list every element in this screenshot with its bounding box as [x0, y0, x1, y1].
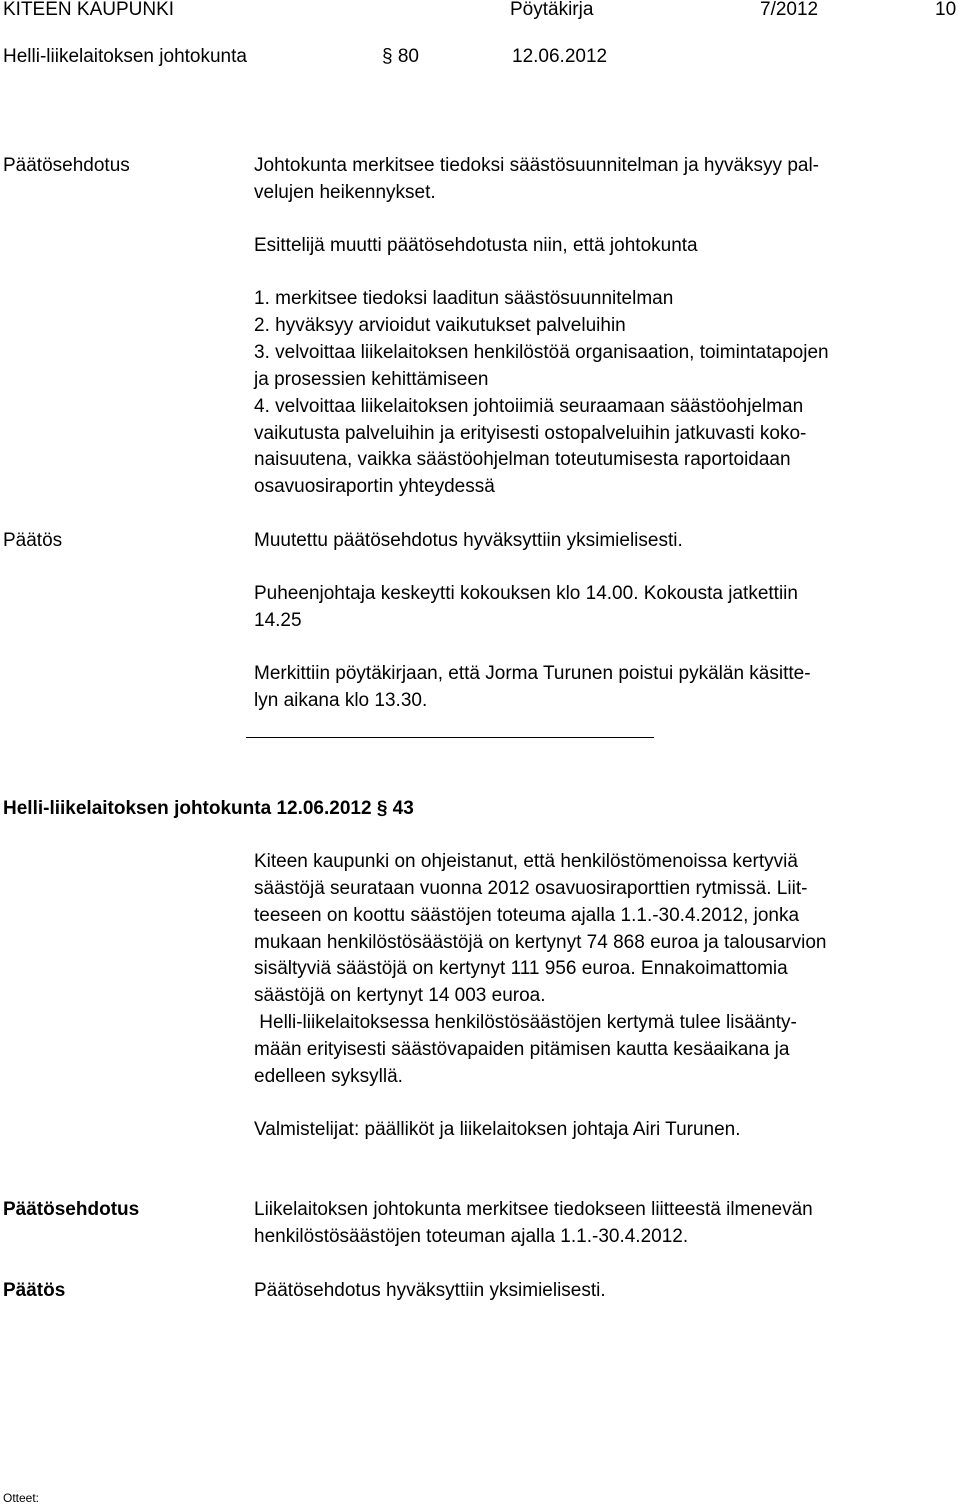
decision-item-4: 4. velvoittaa liikelaitoksen johtoiimiä seuraamaan säästöohjelman	[254, 396, 804, 417]
body-line-6: säästöjä on kertynyt 14 003 euroa.	[254, 985, 546, 1006]
extracts-label: Otteet:	[3, 1491, 40, 1505]
decision-item-4-cont-1: vaikutusta palveluihin ja erityisesti ostopalveluihin jatkuvasti koko-	[254, 423, 807, 444]
decision-item-2: 2. hyväksyy arvioidut vaikutukset palveluihin	[254, 315, 626, 336]
body-line-5: sisältyviä säästöjä on kertynyt 111 956 euroa. Ennakoimattomia	[254, 958, 788, 979]
decision-text-2: Päätösehdotus hyväksyttiin yksimielisesti.	[254, 1280, 606, 1301]
section-heading: Helli-liikelaitoksen johtokunta 12.06.2012 § 43	[3, 798, 414, 819]
body-line-9: edelleen syksyllä.	[254, 1066, 403, 1087]
proposal-label: Päätösehdotus	[3, 155, 130, 176]
section-number: § 80	[382, 46, 419, 67]
section-heading-text: Helli-liikelaitoksen johtokunta 12.06.2012	[3, 798, 377, 819]
decision-item-4-cont-3: osavuosiraportin yhteydessä	[254, 476, 495, 497]
decision-item-3-cont: ja prosessien kehittämiseen	[254, 369, 489, 390]
body-line-4: mukaan henkilöstösäästöjä on kertynyt 74 868 euroa ja talousarvion	[254, 932, 827, 953]
decision-label: Päätös	[3, 530, 63, 551]
decision-text: Muutettu päätösehdotus hyväksyttiin yksimielisesti.	[254, 530, 683, 551]
pause-line-2: 14.25	[254, 610, 302, 631]
proposal-2-line-2: henkilöstösäästöjen toteuman ajalla 1.1.-30.4.2012.	[254, 1226, 689, 1247]
presenter-intro: Esittelijä muutti päätösehdotusta niin, että johtokunta	[254, 235, 698, 256]
decision-item-3: 3. velvoittaa liikelaitoksen henkilöstöä organisaation, toimintatapojen	[254, 342, 829, 363]
meeting-date: 12.06.2012	[512, 46, 608, 67]
body-line-8: mään erityisesti säästövapaiden pitämisen kautta kesäaikana ja	[254, 1039, 790, 1060]
decision-label-2: Päätös	[3, 1280, 66, 1301]
preparers-line: Valmistelijat: päälliköt ja liikelaitoksen johtaja Airi Turunen.	[254, 1119, 741, 1140]
proposal-line-2: velujen heikennykset.	[254, 182, 436, 203]
section-number-value: 80	[397, 46, 419, 67]
section-divider	[246, 737, 654, 738]
body-line-3: teeseen on koottu säästöjen toteuma ajalla 1.1.-30.4.2012, jonka	[254, 905, 800, 926]
pause-line-1: Puheenjohtaja keskeytti kokouksen klo 14.00. Kokousta jatkettiin	[254, 583, 798, 604]
proposal-label-2: Päätösehdotus	[3, 1199, 140, 1220]
board-name: Helli-liikelaitoksen johtokunta	[3, 46, 247, 67]
body-line-2: säästöjä seurataan vuonna 2012 osavuosiraporttien rytmissä. Liit-	[254, 878, 808, 899]
proposal-line-1: Johtokunta merkitsee tiedoksi säästösuunnitelman ja hyväksyy pal-	[254, 155, 820, 176]
body-line-1: Kiteen kaupunki on ohjeistanut, että henkilöstömenoissa kertyviä	[254, 851, 798, 872]
note-line-2: lyn aikana klo 13.30.	[254, 690, 428, 711]
org-name: KITEEN KAUPUNKI	[3, 0, 175, 20]
note-line-1: Merkittiin pöytäkirjaan, että Jorma Turunen poistui pykälän käsitte-	[254, 663, 811, 684]
decision-item-4-cont-2: naisuutena, vaikka säästöohjelman toteutumisesta raportoidaan	[254, 449, 791, 470]
document-number: 7/2012	[760, 0, 819, 20]
document-type: Pöytäkirja	[510, 0, 594, 20]
body-line-7: Helli-liikelaitoksessa henkilöstösäästöjen kertymä tulee lisäänty-	[254, 1012, 797, 1033]
proposal-2-line-1: Liikelaitoksen johtokunta merkitsee tiedokseen liitteestä ilmenevän	[254, 1199, 813, 1220]
section-heading-number: 43	[392, 798, 414, 819]
page-number: 10	[935, 0, 957, 20]
decision-item-1: 1. merkitsee tiedoksi laaditun säästösuunnitelman	[254, 288, 674, 309]
